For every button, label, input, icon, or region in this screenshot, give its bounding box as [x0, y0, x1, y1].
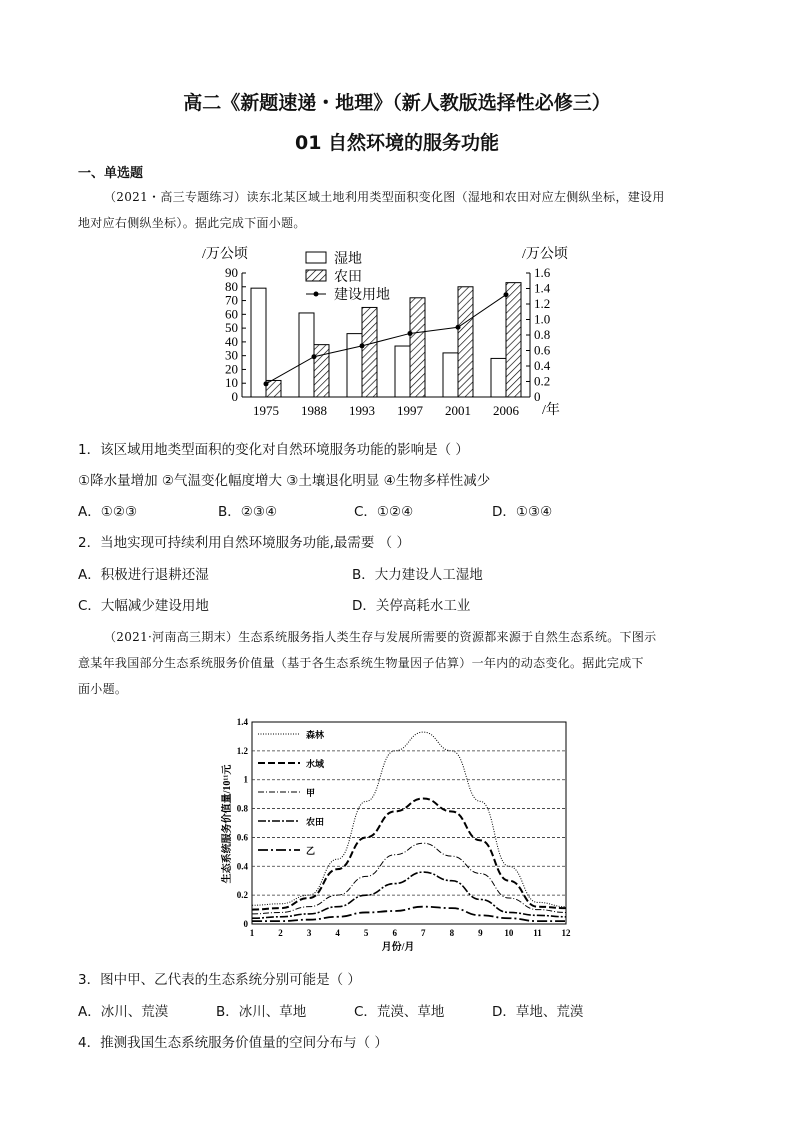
left-tick-label: 40	[225, 333, 238, 349]
right-tick-label: 0.4	[534, 358, 551, 373]
ecosystem-chart-lines	[252, 732, 566, 921]
legend-marker-construction	[314, 292, 319, 297]
group1-intro	[78, 184, 718, 236]
x-axis-unit: /年	[542, 403, 560, 418]
right-tick-label: 1.2	[534, 296, 551, 311]
q3-option-c[interactable]: C．荒漠、草地	[354, 1004, 445, 1020]
x-tick-label: 1993	[349, 403, 375, 418]
wetland-bar	[251, 288, 266, 397]
left-tick-label: 50	[225, 320, 238, 336]
wetland-bar	[443, 353, 458, 397]
group2-intro-line1: （2021·河南高三期末）生态系统服务指人类生存与发展所需要的资源都来源于自然生态系统。下图示	[104, 630, 657, 644]
q3-option-d[interactable]: D．草地、荒漠	[492, 1004, 584, 1020]
document-title: 高二《新题速递・地理》（新人教版选择性必修三）	[183, 92, 611, 114]
farmland-bar	[410, 298, 425, 397]
construction-point	[312, 354, 317, 359]
x-tick-label: 1988	[301, 403, 327, 418]
right-tick-label: 0.8	[534, 327, 551, 342]
x-tick-label: 5	[363, 928, 369, 938]
ecosystem-value-chart	[210, 712, 580, 957]
construction-point	[456, 325, 461, 330]
land-use-chart	[190, 240, 610, 425]
right-axis-unit: /万公顷	[522, 247, 568, 262]
left-axis-unit: /万公顷	[202, 247, 248, 262]
y-tick-label: 0.8	[236, 803, 248, 814]
q3-option-a[interactable]: A．冰川、荒漠	[78, 1004, 169, 1020]
y-tick-label: 1.4	[236, 717, 248, 727]
construction-point	[408, 331, 413, 336]
q3-option-b[interactable]: B．冰川、草地	[216, 1004, 307, 1020]
x-tick-label: 1975	[253, 403, 279, 418]
wetland-bar	[491, 358, 506, 397]
group2-intro-line2: 意某年我国部分生态系统服务价值量（基于各生态系统生物量因子估算）一年内的动态变化。据此完成下	[78, 656, 644, 670]
y-tick-label: 1.2	[236, 745, 248, 756]
left-tick-label: 10	[225, 375, 238, 391]
y-tick-label: 0.4	[236, 861, 248, 872]
document-subtitle: 01 自然环境的服务功能	[294, 132, 500, 154]
x-tick-label: 9	[478, 928, 483, 938]
legend-swatch-farmland	[306, 270, 326, 281]
x-tick-label: 2	[278, 928, 283, 938]
q1-option-a[interactable]: A．①②③	[78, 504, 138, 520]
x-tick-label: 1	[249, 928, 255, 938]
farmland-bar	[506, 283, 521, 397]
left-tick-label: 0	[231, 389, 238, 404]
q1-items: ①降水量增加 ②气温变化幅度增大 ③土壤退化明显 ④生物多样性减少	[78, 473, 491, 489]
legend-label: 森林	[306, 730, 325, 740]
q1-option-c[interactable]: C．①②④	[354, 504, 414, 520]
group1-intro-line1: （2021・高三专题练习）读东北某区域土地利用类型面积变化图（湿地和农田对应左侧纵坐标，建设用	[104, 190, 665, 204]
farmland-bar	[458, 287, 473, 397]
wetland-bar	[299, 313, 314, 397]
right-tick-label: 1.0	[534, 311, 551, 327]
left-tick-label: 30	[225, 347, 238, 363]
x-tick-label: 1997	[397, 403, 423, 418]
farmland-bar	[314, 345, 329, 397]
section-heading: 一、单选题	[78, 166, 144, 181]
q1-stem: 1．该区域用地类型面积的变化对自然环境服务功能的影响是（ ）	[78, 442, 469, 458]
farmland-bar	[362, 307, 377, 397]
wetland-bar	[395, 346, 410, 397]
series-line-水域	[252, 798, 566, 909]
x-tick-label: 2001	[445, 403, 471, 418]
left-tick-label: 90	[225, 265, 238, 280]
q2-option-c[interactable]: C．大幅减少建设用地	[78, 598, 209, 614]
x-tick-label: 6	[392, 928, 397, 938]
q1-option-d[interactable]: D．①③④	[492, 504, 553, 520]
right-tick-label: 1.4	[534, 280, 551, 296]
q2-option-d[interactable]: D．关停高耗水工业	[352, 598, 471, 614]
q1-option-b[interactable]: B．②③④	[218, 504, 278, 520]
legend-swatch-wetland	[306, 252, 326, 263]
group2-intro	[78, 624, 718, 702]
left-tick-label: 80	[225, 278, 238, 294]
y-tick-label: 1	[243, 774, 248, 785]
legend-label: 乙	[306, 846, 316, 856]
left-tick-label: 70	[225, 292, 238, 308]
q2-option-a[interactable]: A．积极进行退耕还湿	[78, 567, 209, 583]
x-tick-label: 10	[504, 928, 514, 938]
x-tick-label: 4	[335, 928, 340, 938]
y-tick-label: 0.2	[236, 890, 248, 901]
right-tick-label: 0.6	[534, 342, 551, 358]
ecosystem-chart-legend	[258, 729, 325, 856]
construction-point	[504, 292, 509, 297]
right-tick-label: 0	[534, 389, 541, 404]
x-tick-label: 12	[561, 928, 571, 938]
legend-label: 水域	[306, 759, 325, 769]
legend-label: 甲	[306, 788, 316, 798]
right-tick-label: 0.2	[534, 373, 551, 389]
q2-stem: 2．当地实现可持续利用自然环境服务功能,最需要 （ ）	[78, 535, 410, 551]
x-tick-label: 3	[306, 928, 312, 938]
x-tick-label: 11	[533, 928, 542, 938]
y-tick-label: 0	[243, 919, 248, 929]
q2-option-b[interactable]: B．大力建设人工湿地	[352, 567, 483, 583]
construction-point	[264, 381, 269, 386]
y-axis-title: 生态系统服务价值量/10¹¹元	[222, 764, 233, 884]
x-tick-label: 2006	[493, 403, 519, 418]
ecosystem-chart-grid	[237, 717, 571, 938]
legend-label: 农田	[306, 817, 325, 827]
right-tick-label: 1.6	[534, 265, 551, 280]
q3-stem: 3．图中甲、乙代表的生态系统分别可能是（ ）	[78, 972, 361, 988]
x-axis-title: 月份/月	[381, 942, 415, 953]
series-line-森林	[252, 732, 566, 907]
left-tick-label: 20	[225, 361, 238, 377]
construction-point	[360, 343, 365, 348]
q4-stem: 4．推测我国生态系统服务价值量的空间分布与（ ）	[78, 1035, 388, 1051]
x-tick-label: 8	[449, 928, 455, 938]
legend-label-construction: 建设用地	[334, 288, 390, 303]
legend-label-wetland: 湿地	[334, 252, 362, 267]
x-tick-label: 7	[421, 928, 426, 938]
group2-intro-line3: 面小题。	[78, 682, 128, 696]
left-tick-label: 60	[225, 306, 238, 322]
wetland-bar	[347, 334, 362, 397]
group1-intro-line2: 地对应右侧纵坐标）。据此完成下面小题。	[78, 216, 306, 230]
y-tick-label: 0.6	[236, 832, 248, 843]
legend-label-farmland: 农田	[334, 270, 362, 285]
plot-frame	[252, 722, 566, 924]
